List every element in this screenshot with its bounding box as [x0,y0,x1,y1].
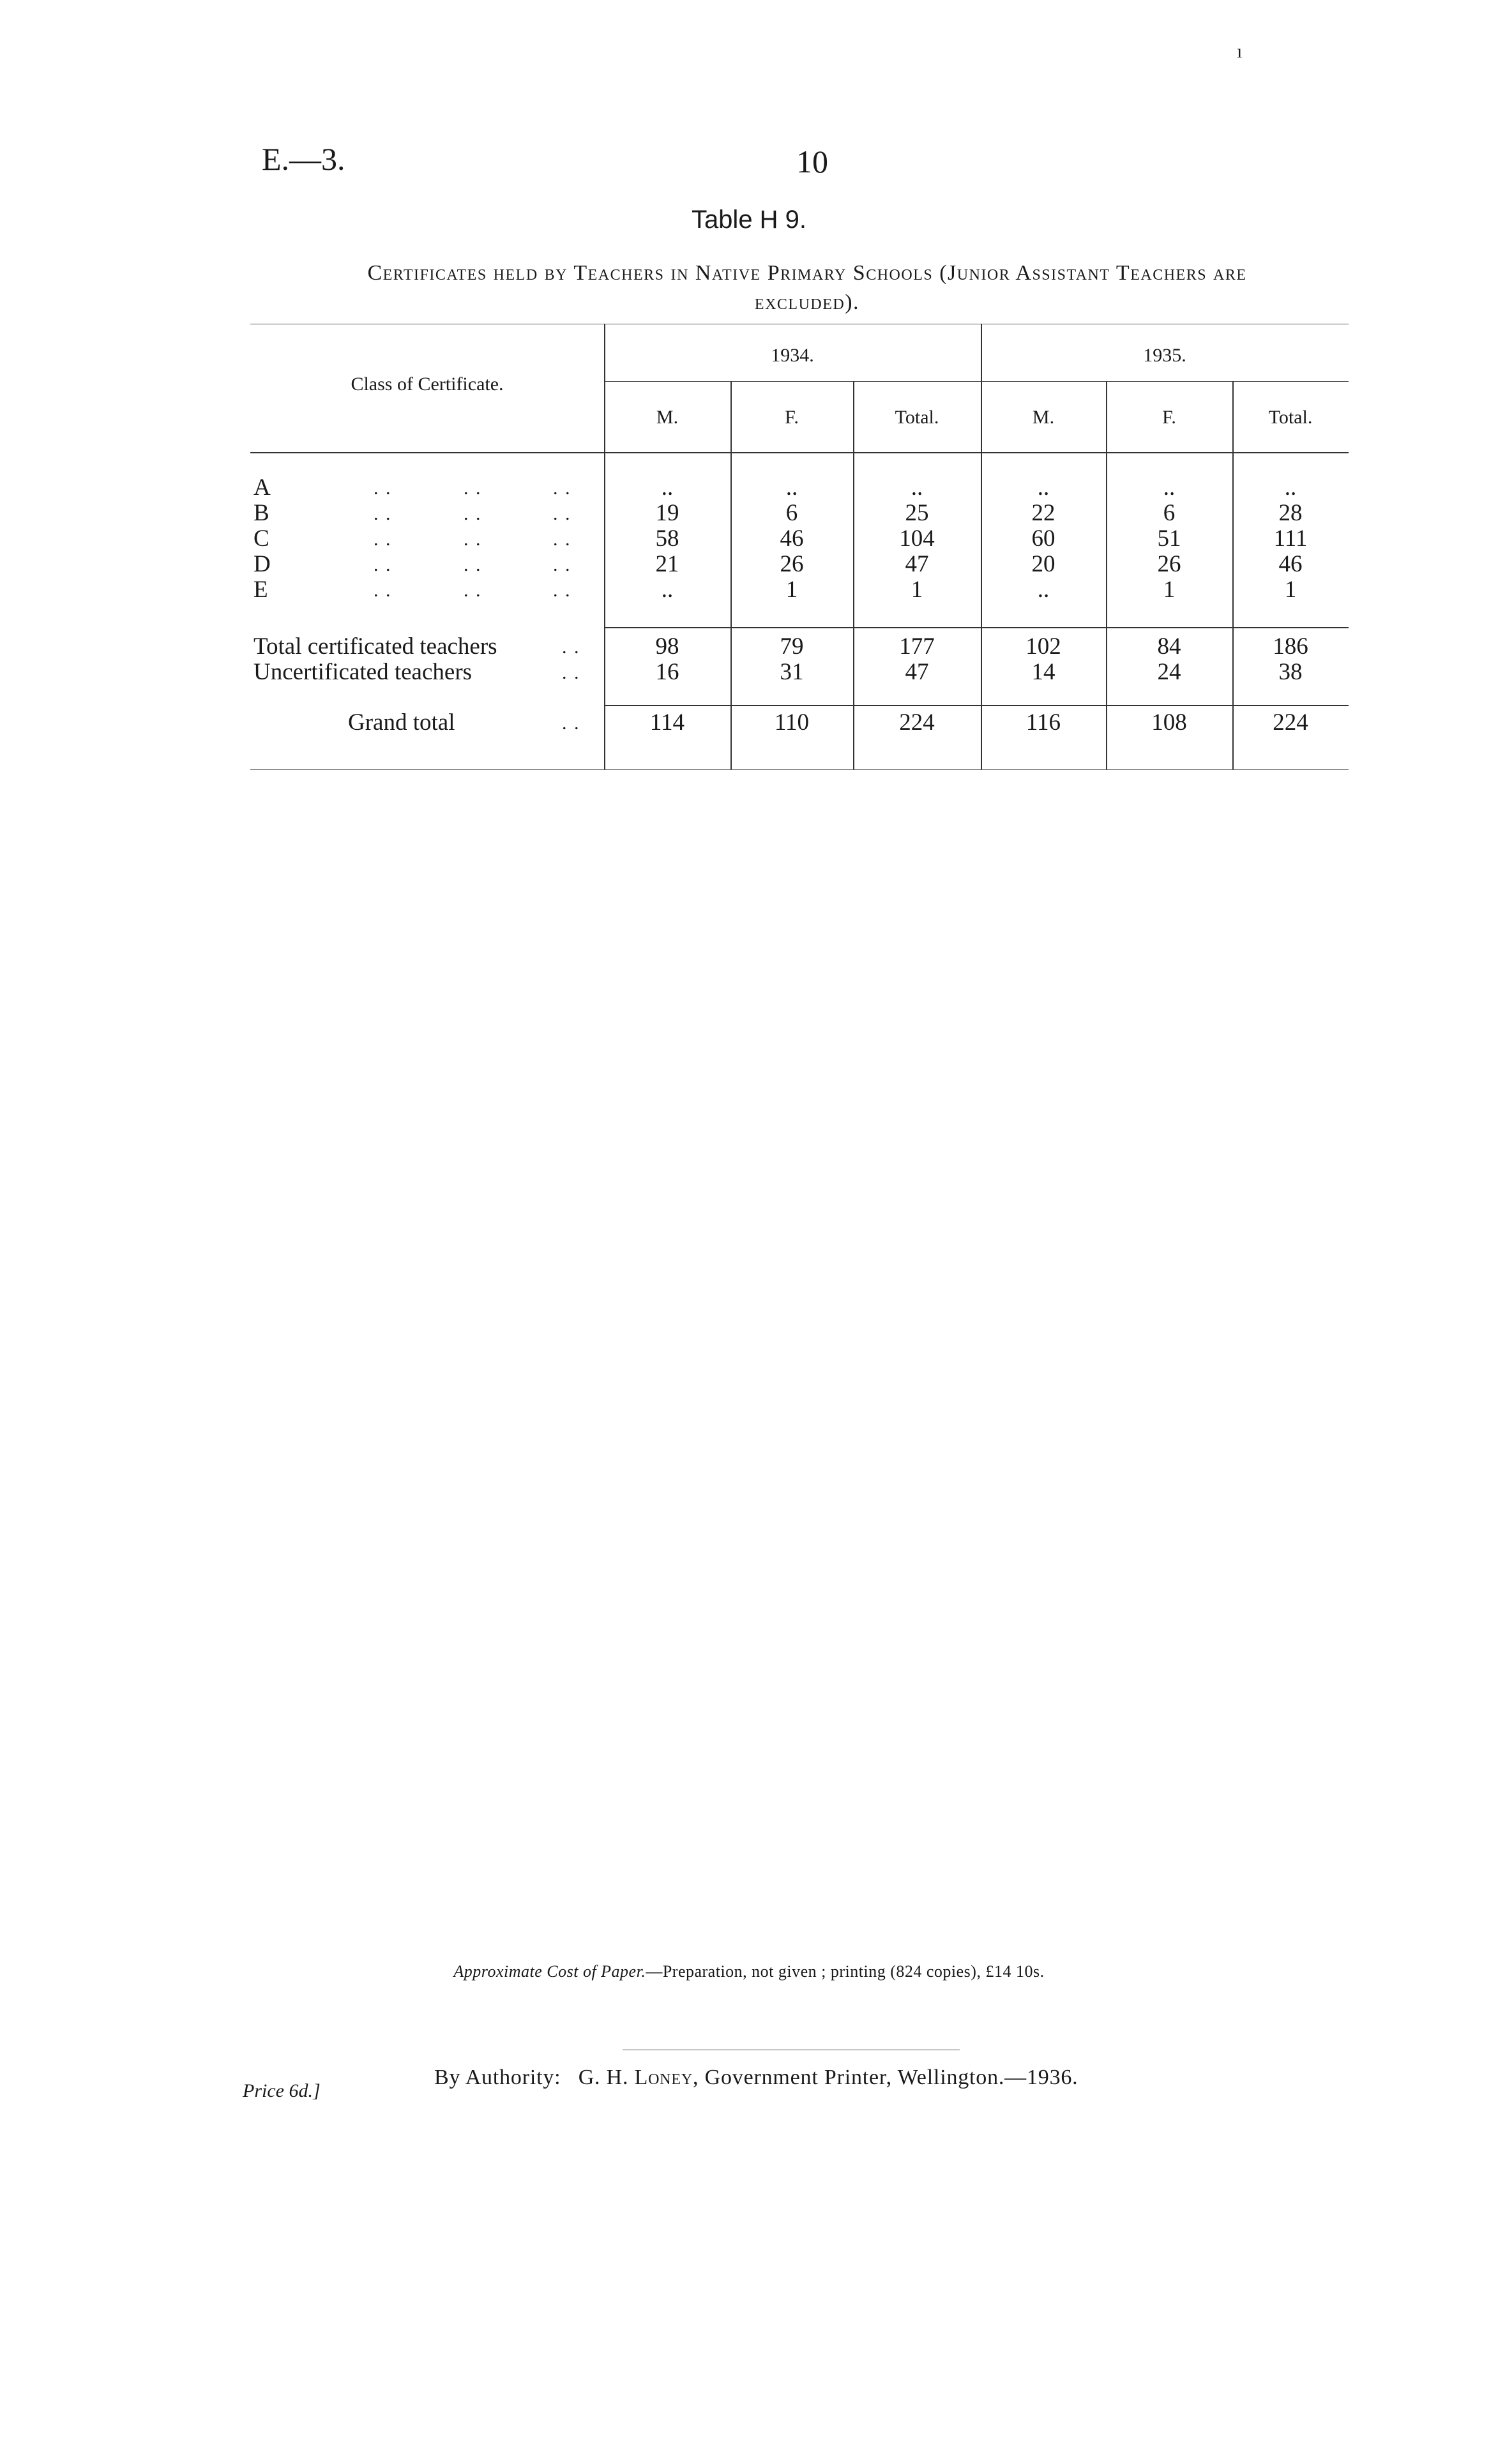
summary-row-cell: 186 [1273,633,1308,660]
class-row-cell: 46 [1278,551,1303,577]
class-row-cell: 1 [1163,577,1176,603]
class-row-cell: 21 [655,551,679,577]
leader-dots: . . [374,580,392,601]
leader-dots: . . [464,503,482,524]
class-row-cell: .. [1284,474,1297,501]
class-row-cell: 111 [1273,525,1308,552]
class-row-cell: 104 [899,525,935,552]
subtotal-rule [604,627,1349,628]
grand-total-row-cell: 110 [774,709,810,736]
class-row-cell: 1 [785,577,798,603]
leader-dots: . . [553,529,571,550]
printer-name: G. H. Loney [578,2066,693,2089]
header-bottom-rule [250,452,1349,453]
leader-dots: . . [464,580,482,601]
class-row-cell: 26 [780,551,804,577]
year-1934-header: 1934. [771,345,814,366]
class-row-cell: .. [1037,577,1050,603]
class-row-cell: .. [1037,474,1050,501]
page-reference: E.—3. [262,141,345,177]
leader-dots: . . [464,554,482,575]
cost-of-paper-note [0,1962,1498,1981]
grand-total-row-cell: 224 [899,709,935,736]
leader-dots: . . [374,554,392,575]
summary-row-cell: 14 [1031,659,1055,685]
printer-authority [434,2066,1078,2090]
summary-row-cell: 16 [655,659,679,685]
table-bottom-rule [250,769,1349,770]
summary-row-cell: 84 [1157,633,1181,660]
grand-total-row-cell: 114 [649,709,685,736]
subheader: M. [656,407,679,428]
class-row-cell: 1 [1284,577,1297,603]
class-row-cell: .. [1163,474,1176,501]
class-row-cell: 46 [780,525,804,552]
stub-header: Class of Certificate. [351,374,504,395]
leader-dots: . . [562,713,580,734]
class-row-label: B [253,500,269,526]
summary-row-label: Total certificated teachers [253,633,497,660]
summary-row-cell: 79 [780,633,804,660]
caption-line-2: excluded). [754,291,860,314]
leader-dots: . . [374,529,392,550]
grand-total-row-cell: 224 [1273,709,1308,736]
grand-total-row-cell: 116 [1025,709,1061,736]
authority-rest: , Government Printer, Wellington.—1936. [693,2066,1078,2089]
class-row-cell: 22 [1031,500,1055,526]
summary-row-cell: 98 [655,633,679,660]
subheader: M. [1032,407,1055,428]
subheader: F. [785,407,799,428]
leader-dots: . . [374,478,392,499]
summary-row-cell: 47 [905,659,929,685]
class-row-cell: .. [911,474,923,501]
cost-text: —Preparation, not given ; printing (824 copies), £14 10s. [646,1962,1045,1981]
price-note: Price 6d.] [243,2080,321,2101]
table-caption [254,259,1360,317]
class-row-cell: 28 [1278,500,1303,526]
class-row-cell: .. [661,474,674,501]
leader-dots: . . [562,662,580,683]
grand-total-row-cell: 108 [1151,709,1187,736]
class-row-cell: .. [661,577,674,603]
leader-dots: . . [553,478,571,499]
class-row-cell: 6 [1163,500,1176,526]
table-title: Table H 9. [691,206,807,234]
class-row-cell: 58 [655,525,679,552]
class-row-cell: 47 [905,551,929,577]
subheader: Total. [1268,407,1313,428]
summary-row-cell: 102 [1025,633,1061,660]
subheader: Total. [895,407,939,428]
class-row-label: C [253,525,269,552]
summary-row-cell: 177 [899,633,935,660]
leader-dots: . . [553,580,571,601]
class-row-cell: 26 [1157,551,1181,577]
corner-mark: ı [1237,41,1243,62]
class-row-cell: 1 [911,577,923,603]
grand-total-row-label: Grand total [348,709,455,736]
leader-dots: . . [553,554,571,575]
subheader: F. [1162,407,1176,428]
class-row-cell: 6 [785,500,798,526]
leader-dots: . . [464,529,482,550]
cost-label: Approximate Cost of Paper. [453,1962,646,1981]
summary-row-cell: 38 [1278,659,1303,685]
summary-row-cell: 31 [780,659,804,685]
summary-row-label: Uncertificated teachers [253,659,473,685]
caption-line-1: Certificates held by Teachers in Native Primary Schools (Junior Assistant Teachers are [367,261,1247,285]
class-row-cell: 20 [1031,551,1055,577]
class-row-cell: .. [785,474,798,501]
class-row-label: E [253,577,268,603]
class-row-cell: 51 [1157,525,1181,552]
class-row-cell: 19 [655,500,679,526]
class-row-label: A [253,474,271,501]
page-number: 10 [796,144,828,179]
year-1935-header: 1935. [1143,345,1186,366]
class-row-cell: 60 [1031,525,1055,552]
leader-dots: . . [464,478,482,499]
authority-prefix: By Authority: [434,2066,561,2089]
leader-dots: . . [562,637,580,658]
leader-dots: . . [374,503,392,524]
grand-total-rule [604,705,1349,706]
class-row-label: D [253,551,271,577]
class-row-cell: 25 [905,500,929,526]
summary-row-cell: 24 [1157,659,1181,685]
year-divider-rule [604,381,1349,382]
leader-dots: . . [553,503,571,524]
